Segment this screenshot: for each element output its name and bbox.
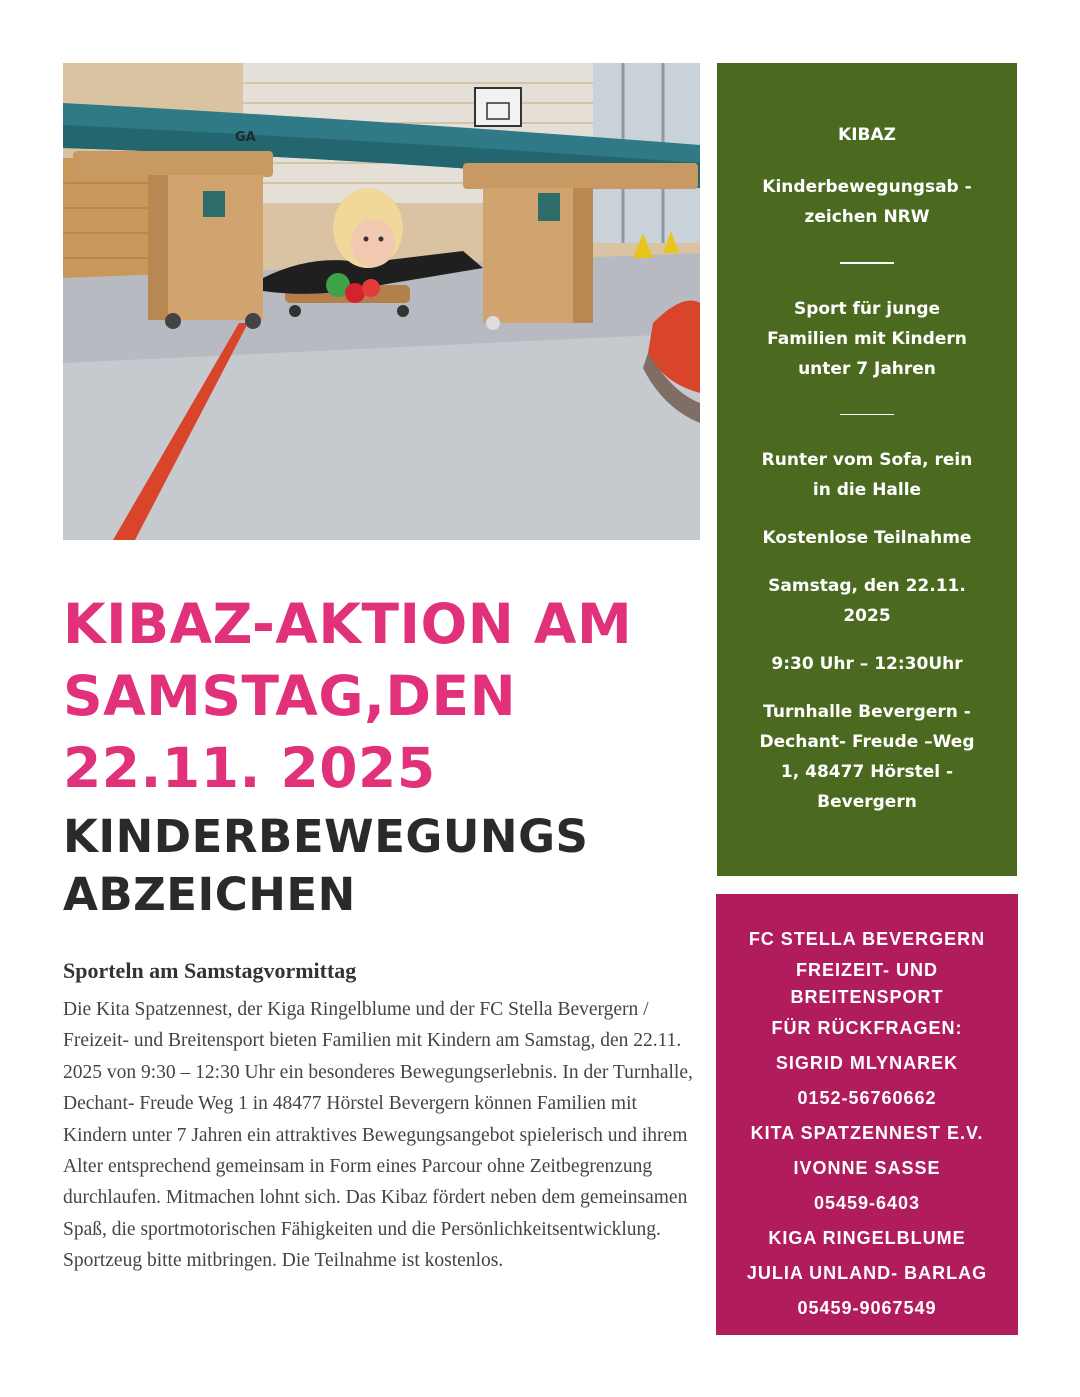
bench-left	[73, 151, 273, 177]
contact-questions: FÜR RÜCKFRAGEN:	[771, 1018, 963, 1038]
contact-org-2b: BREITENSPORT	[790, 987, 944, 1007]
sidebar-subtitle-2: zeichen NRW	[804, 207, 930, 227]
sidebar-time: 9:30 Uhr – 12:30Uhr	[771, 654, 963, 674]
sidebar-venue-4: Bevergern	[817, 792, 917, 812]
subheadline-line-1: KINDERBEWEGUNGS	[63, 810, 589, 863]
sidebar-date-2: 2025	[843, 606, 891, 626]
contact-box	[716, 894, 1018, 1335]
sidebar-venue-3: 1, 48477 Hörstel -	[780, 762, 954, 782]
event-subheadline	[63, 808, 703, 924]
body-title: Sporteln am Samstagvormittag	[63, 958, 357, 983]
subheadline-line-2: ABZEICHEN	[63, 868, 356, 921]
sidebar-subtitle-1: Kinderbewegungsab -	[762, 177, 972, 197]
sidebar-target-1: Sport für junge	[793, 298, 941, 319]
photo-illustration	[63, 63, 700, 540]
sidebar-target-2: Familien mit Kindern	[767, 328, 967, 349]
basketball-backboard	[475, 88, 521, 126]
contact-org-2a: FREIZEIT- UND	[796, 960, 938, 980]
info-sidebar	[717, 63, 1017, 876]
sidebar-target-3: unter 7 Jahren	[798, 358, 936, 379]
contact-phone-2: 05459-6403	[813, 1193, 921, 1213]
contact-org-4: KIGA RINGELBLUME	[768, 1228, 966, 1248]
bench-right	[463, 163, 698, 189]
contact-org-1: FC STELLA BEVERGERN	[748, 929, 986, 949]
sidebar-free-participation: Kostenlose Teilnahme	[762, 528, 972, 548]
contact-org-3: KITA SPATZENNEST E.V.	[750, 1123, 984, 1143]
body-paragraph: Die Kita Spatzennest, der Kiga Ringelblume und der FC Stella Bevergern / Freizeit- und Breitensport bieten Familien mit Kindern am Samstag, den 22.11. 2025 von 9:30 – 12:30 Uhr ein besonderes Bewegungserlebnis. In der Turnhalle, Dechant- Freude Weg 1 in 48477 Hörstel Bevergern können Familien mit Kindern unter 7 Jahren ein attraktives Bewegungsangebot spielerisch und ihrem Alter entsprechend gemeinsam in Form eines Parcour ohne Zeitbegrenzung durchlaufen. Mitmachen lohnt sich. Das Kibaz fördert neben dem gemeinsamen Spaß, die sportmotorischen Fähigkeiten und die Persönlichkeitsentwicklung. Sportzeug bitte mitbringen. Die Teilnahme ist kostenlos.	[63, 999, 693, 1272]
sidebar-slogan-1: Runter vom Sofa, rein	[761, 450, 973, 470]
sidebar-title: KIBAZ	[838, 125, 896, 145]
contact-person-1: SIGRID MLYNAREK	[775, 1053, 959, 1073]
contact-person-3: JULIA UNLAND- BARLAG	[746, 1263, 988, 1283]
contact-phone-3: 05459-9067549	[797, 1298, 937, 1318]
mat-label-left: GA	[235, 130, 256, 145]
sidebar-slogan-2: in die Halle	[812, 480, 922, 500]
contact-person-2: IVONNE SASSE	[793, 1158, 941, 1178]
sidebar-venue-1: Turnhalle Bevergern -	[763, 702, 971, 722]
contact-phone-1: 0152-56760662	[797, 1088, 937, 1108]
sidebar-date-1: Samstag, den 22.11.	[768, 576, 966, 596]
photo-child-under-gym-mat	[63, 63, 700, 540]
sidebar-venue-2: Dechant- Freude –Weg	[759, 732, 975, 752]
event-headline: KIBAZ-AKTION AM SAMSTAG,DEN 22.11. 2025	[63, 592, 633, 800]
child-face	[351, 219, 395, 267]
